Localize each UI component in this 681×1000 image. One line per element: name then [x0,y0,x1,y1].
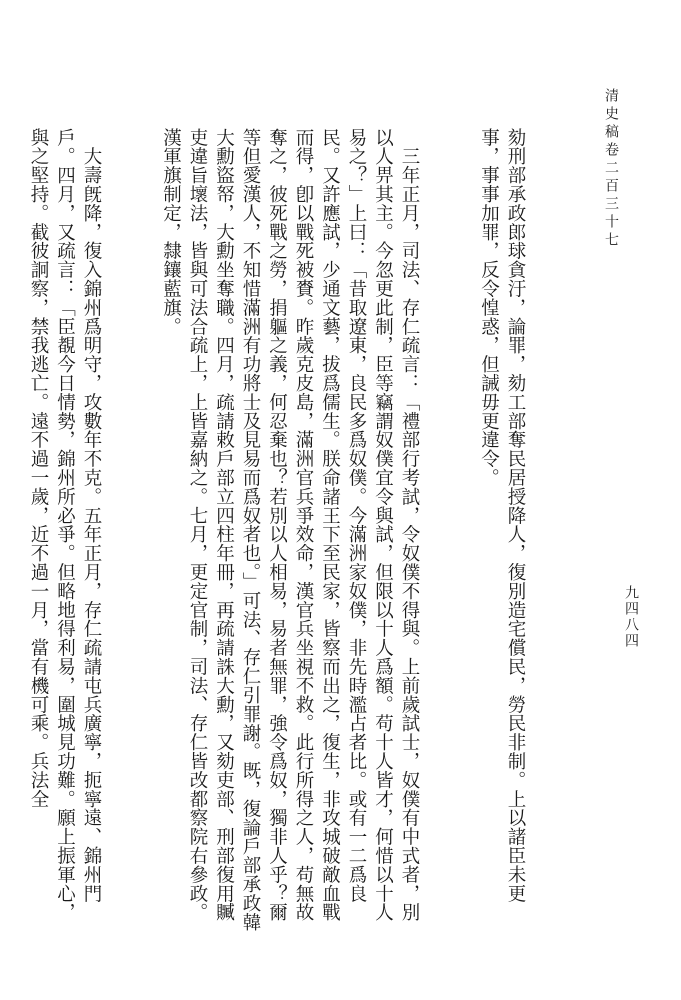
running-header: 清史稿卷二百三十七 [603,88,619,250]
paragraph-3: 大壽旣降，復入錦州爲明守，攻數年不克。五年正月，存仁疏請屯兵廣寧，扼寧遠、錦州門戶。四月，又疏言：「臣覩今日情勢，錦州所必爭。但略地得利易，圍城見功難。願上振軍心，與之堅持。截彼詗察，禁我逃亡。遠不過一歲，近不過一月，當有機可乘。兵法全 [28,128,102,922]
body-text [28,128,581,933]
paragraph-1: 劾刑部承政郎球貪汙，論罪，劾工部奪民居授降人，復別造宅償民，勞民非制。上以諸臣未更事，事事加罪，反令惶惑，但誡毋更違令。 [478,128,526,903]
paragraph-2: 三年正月，司法、存仁疏言：「禮部行考試，令奴僕不得與。上前歲試士，奴僕有中式者，別以人畀其主。今忽更此制，臣等竊謂奴僕宜令與試，但限以十人爲額。苟十人皆才，何惜以十人易之？」上曰：「昔取遼東，良民多爲奴僕。今滿洲家奴僕，非先時濫占者比。或有一二爲良民。又許應試，少通文藝，拔爲儒生。朕命諸王下至民家，皆察而出之，復生，非攻城破敵血戰而得，卽以戰死被賚。昨歲克皮島，滿洲官兵爭效命，漢官兵坐視不救。此行所得之人，苟無故奪之，彼死戰之勞，捐軀之義，何忍棄也？若別以人相易，易者無罪，強令爲奴，獨非人乎？爾等但愛漢人，不知惜滿洲有功將士及見易而爲奴者也。」可法、存仁引罪謝。既，復論戶部承政韓大勳盜帑，大勳坐奪職。四月，疏請敕戶部立四柱年冊，再疏請誅大勳，又劾吏部、刑部復用贓吏違旨壞法，皆與可法合疏上，上皆嘉納之。七月，更定官制，司法、存仁皆改都察院右參政。漢軍旗制定，隸鑲藍旗。 [160,128,420,932]
page-number: 九四八四 [623,585,639,649]
